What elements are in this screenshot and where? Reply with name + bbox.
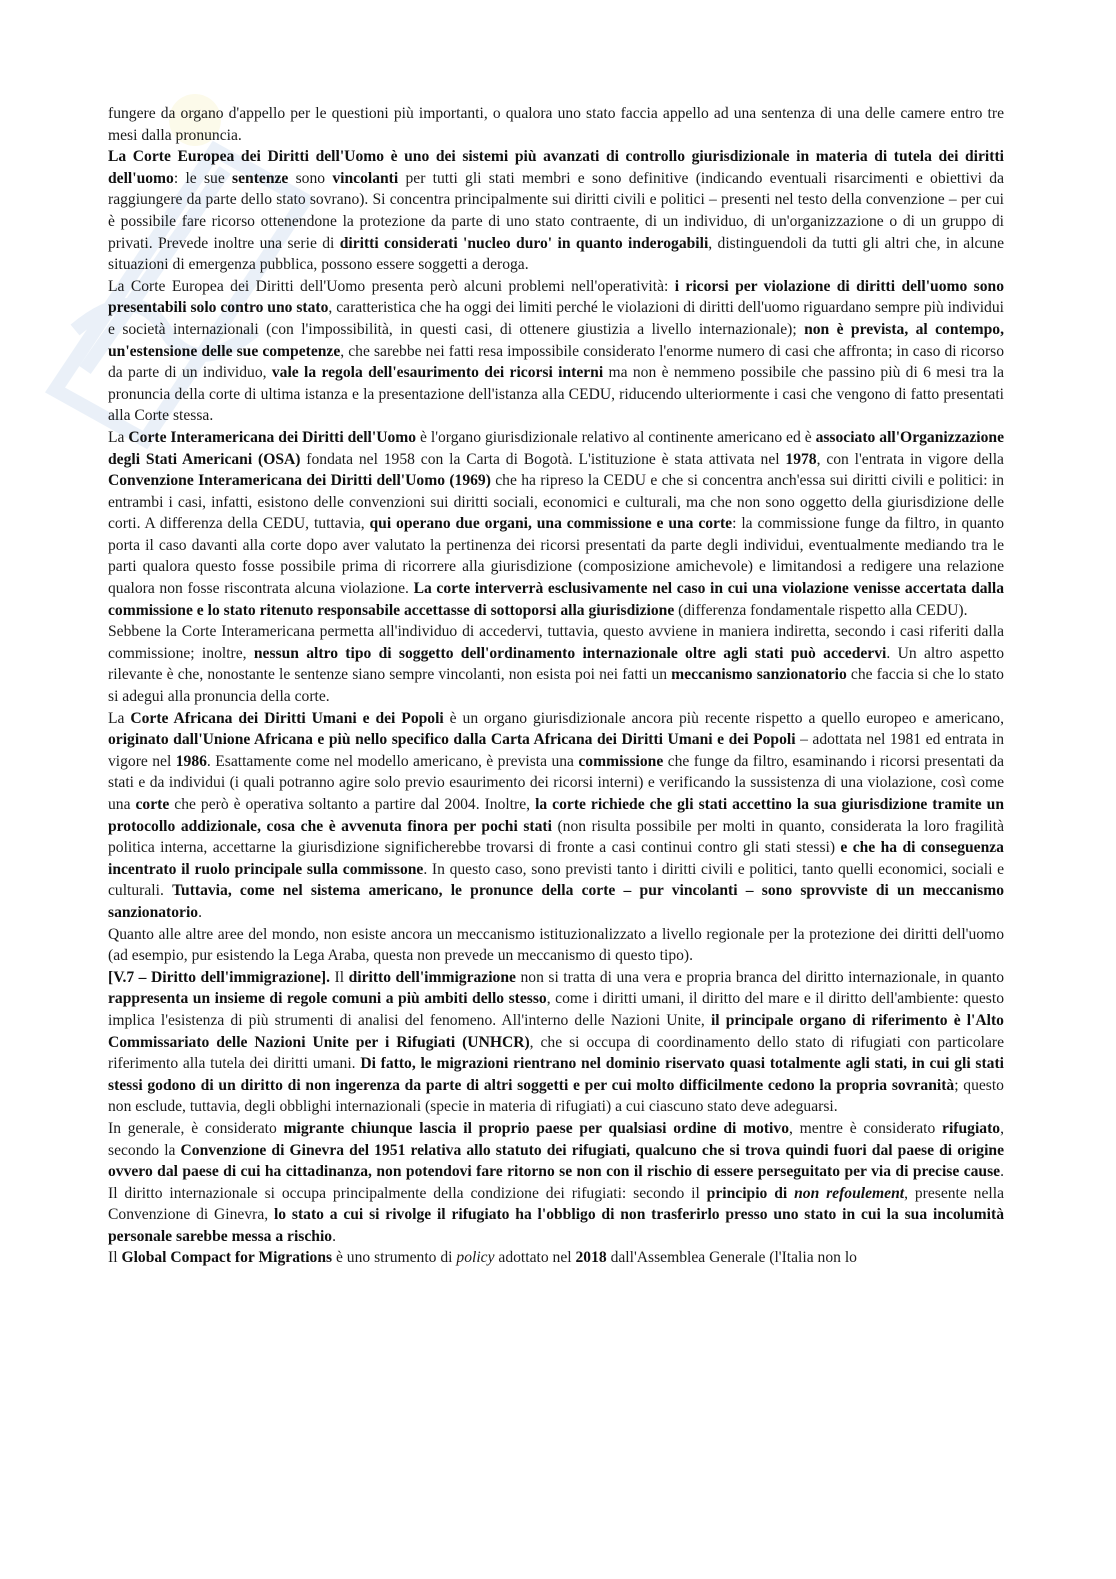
- bold-text-run: sentenze: [232, 169, 289, 187]
- bold-text-run: vincolanti: [332, 169, 399, 187]
- text-run: , con l'entrata in vigore della: [816, 450, 1004, 468]
- text-run: .: [332, 1227, 336, 1245]
- text-run: : le sue: [173, 169, 233, 187]
- paragraph: [108, 276, 1004, 427]
- text-run: , che si occupa di coordinamento dello stato di rifugiati con particolare riferimento alla tutela dei diritti umani.: [108, 1033, 1004, 1073]
- bold-text-run: Corte Africana dei Diritti Umani e dei Popoli: [130, 709, 444, 727]
- bold-text-run: diritto dell'immigrazione: [348, 968, 516, 986]
- bold-text-run: Convenzione Interamericana dei Diritti dell'Uomo (1969): [108, 472, 491, 490]
- document-page: [108, 103, 1004, 1269]
- bold-text-run: [794, 1185, 904, 1202]
- text-run: non si tratta di una vera e propria branca del diritto internazionale, in quanto: [515, 968, 1004, 986]
- text-run: Il: [330, 968, 349, 986]
- text-run: . Un altro aspetto rilevante è che, nonostante le sentenze siano sempre vincolanti, non esista poi nei fatti un: [108, 644, 1005, 684]
- text-run: policy: [456, 1249, 495, 1267]
- bold-text-run: principio di: [706, 1184, 795, 1202]
- text-run: La Corte Europea dei Diritti dell'Uomo presenta però alcuni problemi nell'operatività:: [108, 277, 675, 295]
- bold-text-run: commissione: [578, 752, 664, 770]
- bold-text-run: Corte Interamericana dei Diritti dell'Uomo: [128, 428, 417, 446]
- paragraph: [108, 924, 1004, 967]
- bold-text-run: [V.7 – Diritto dell'immigrazione].: [108, 968, 331, 986]
- bold-text-run: rappresenta un insieme di regole comuni a più ambiti dello stesso: [108, 990, 547, 1008]
- paragraph: [108, 1247, 1004, 1269]
- bold-text-run: originato dall'Unione Africana e più nello specifico dalla Carta Africana dei Diritti Umani e dei Popoli: [108, 731, 796, 749]
- bold-text-run: la corte richiede che gli stati accettino la sua giurisdizione tramite un protocollo addizionale, cosa che è avvenuta finora per pochi stati: [108, 796, 1004, 835]
- bold-text-run: corte: [135, 796, 170, 813]
- text-run: , che sarebbe nei fatti resa impossibile considerato l'enorme numero di casi che affronta; in caso di ricorso da parte di un individuo,: [108, 342, 1005, 382]
- text-run: In generale, è considerato: [108, 1119, 284, 1137]
- bold-text-run: La Corte Europea dei Diritti dell'Uomo è uno dei sistemi più avanzati di controllo giurisdizionale in materia di tutela dei diritti dell'uomo: [108, 148, 1004, 187]
- paragraph: [108, 967, 1004, 1118]
- text-run: Il: [108, 1249, 122, 1267]
- bold-text-run: Global Compact for Migrations: [121, 1249, 333, 1267]
- text-run: La: [108, 709, 131, 727]
- paragraph: [108, 146, 1004, 276]
- text-run: fondata nel 1958 con la Carta di Bogotà. L'istituzione è stata attivata nel: [300, 450, 786, 468]
- paragraph: [108, 1118, 1004, 1248]
- text-run: : la commissione funge da filtro, in quanto porta il caso davanti alla corte dopo aver valutato la pertinenza dei ricorsi presentati da parte degli individui, eventualmente mediando tra le parti qualora questo fosse possibile prima di ricorrere alla giurisdizione (composizione amichevole) e limitandosi a redigere una relazione qualora non fosse riscontrata alcuna violazione.: [108, 515, 1004, 598]
- bold-text-run: migrante chiunque lascia il proprio paese per qualsiasi ordine di motivo: [283, 1119, 789, 1137]
- text-run: che però è operativa soltanto a partire dal 2004. Inoltre,: [169, 796, 536, 813]
- text-run: dall'Assemblea Generale (l'Italia non lo: [606, 1249, 857, 1267]
- bold-text-run: lo stato a cui si rivolge il rifugiato ha l'obbligo di non trasferirlo presso uno stato in cui la sua incolumità personale sarebbe messa a rischio: [108, 1206, 1004, 1245]
- text-run: , come i diritti umani, il diritto del mare e il diritto dell'ambiente: questo implica l'esistenza di più strumenti di analisi del fenomeno. All'interno delle Nazioni Unite,: [108, 990, 1004, 1029]
- bold-text-run: i ricorsi per violazione di diritti dell'uomo sono presentabili solo contro uno stato: [108, 277, 1005, 317]
- bold-text-run: vale la regola dell'esaurimento dei ricorsi interni: [271, 364, 604, 382]
- paragraph: [108, 427, 1004, 621]
- bold-text-run: diritti considerati 'nucleo duro' in quanto inderogabili: [339, 234, 709, 252]
- bold-text-run: 1978: [785, 450, 817, 468]
- bold-text-run: meccanismo sanzionatorio: [671, 666, 847, 684]
- text-run: – adottata nel 1981 ed entrata in vigore nel: [108, 731, 1005, 770]
- bold-text-run: il principale organo di riferimento è l'Alto Commissariato delle Nazioni Unite per i Rifugiati (UNHCR): [108, 1011, 1004, 1051]
- text-run: . Esattamente come nel modello americano, è prevista una: [206, 752, 579, 770]
- text-run: è un organo giurisdizionale ancora più recente rispetto a quello europeo e americano,: [443, 709, 1004, 727]
- text-run: (non risulta possibile per molti in quanto, considerata la loro fragilità politica interna, accettarne la giurisdizione significherebbe trovarsi di fronte a casi continui contro gli stati stessi): [108, 817, 1004, 857]
- text-run: Quanto alle altre aree del mondo, non esiste ancora un meccanismo istituzionalizzato a livello regionale per la protezione dei diritti dell'uomo (ad esempio, pur esistendo la Lega Araba, questa non prevede un meccanismo di questo tipo).: [108, 925, 1004, 965]
- text-run: è uno strumento di: [332, 1249, 457, 1267]
- paragraph: [108, 621, 1004, 707]
- bold-text-run: e che ha di conseguenza incentrato il ruolo principale sulla commissone: [108, 839, 1004, 878]
- text-run: , secondo la: [108, 1119, 1004, 1159]
- bold-text-run: Di fatto, le migrazioni rientrano nel dominio riservato quasi totalmente agli stati, in cui gli stati stessi godono di un diritto di non ingerenza da parte di altri soggetti e per cui molto difficilmente cedono la propria sovranità: [108, 1055, 1004, 1094]
- bold-text-run: associato all'Organizzazione degli Stati Americani (OSA): [108, 428, 1004, 468]
- text-run: che ha ripreso la CEDU e che si concentra anch'essa sui diritti civili e politici: in entrambi i casi, infatti, esistono delle convenzioni sui diritti sociali, economici e culturali, ma che non sono oggetto della giurisdizione delle corti. A differenza della CEDU, tuttavia,: [108, 472, 1004, 533]
- bold-text-run: qui operano due organi, una commissione e una corte: [369, 515, 733, 533]
- text-run: adottato nel: [494, 1249, 576, 1267]
- text-run: , distinguendoli da tutti gli altri che, in alcune situazioni di emergenza pubblica, possono essere soggetti a deroga.: [108, 234, 1004, 274]
- bold-text-run: nessun altro tipo di soggetto dell'ordinamento internazionale oltre agli stati può accedervi: [253, 644, 887, 662]
- text-run: per tutti gli stati membri e sono definitive (indicando eventuali risarcimenti e obiettivi da raggiungere da parte dello stato sovrano). Si concentra principalmente sui diritti civili e politici – presenti nel testo della convenzione – per cui è possibile fare ricorso ottenendone la protezione da parte di uno stato contraente, di un individuo, di un'organizzazione o di un gruppo di privati. Prevede inoltre una serie di: [108, 169, 1004, 252]
- text-run: che funge da filtro, esaminando i ricorsi presentati da stati e da individui (i quali potranno agire solo previo esaurimento dei ricorsi interni) e verificando la sussistenza di una violazione, così come una: [108, 752, 1005, 813]
- text-run: Sebbene la Corte Interamericana permetta all'individuo di accedervi, tuttavia, questo avviene in maniera indiretta, secondo i casi riferiti dalla commissione; inoltre,: [108, 623, 1004, 662]
- text-run: , caratteristica che ha oggi dei limiti perché le violazioni di diritti dell'uomo riguardano sempre più individui e società internazionali (con l'impossibilità, in questi casi, di ottenere giustizia a livello internazionale);: [108, 299, 1004, 338]
- text-run: che faccia si che lo stato si adegui alla pronuncia della corte.: [108, 666, 1004, 706]
- text-run: fungere da organo d'appello per le questioni più importanti, o qualora uno stato faccia appello ad una sentenza di una delle camere entro tre mesi dalla pronuncia.: [108, 105, 1004, 144]
- bold-text-run: Convenzione di Ginevra del 1951 relativa allo statuto dei rifugiati, qualcuno che si trova quindi fuori dal paese di origine ovvero dal paese di cui ha cittadinanza, non potendovi fare ritorno se non con il rischio di essere perseguitato per via di precise cause: [108, 1141, 1005, 1181]
- text-run: , mentre è considerato: [789, 1119, 943, 1137]
- bold-text-run: Tuttavia, come nel sistema americano, le pronunce della corte – pur vincolanti – sono sprovviste di un meccanismo sanzionatorio: [108, 882, 1004, 921]
- text-run: non refoulement: [794, 1184, 905, 1202]
- text-run: . In questo caso, sono previsti tanto i diritti civili e politici, tanto quelli economici, sociali e culturali.: [108, 860, 1004, 900]
- bold-text-run: rifugiato: [942, 1119, 1001, 1137]
- bold-text-run: non è prevista, al contempo, un'estensione delle sue competenze: [108, 320, 1005, 360]
- text-run: sono: [288, 169, 333, 187]
- text-run: è l'organo giurisdizionale relativo al continente americano ed è: [416, 428, 816, 446]
- paragraph: [108, 708, 1004, 924]
- bold-text-run: 2018: [575, 1249, 607, 1267]
- bold-text-run: 1986: [175, 752, 207, 770]
- text-run: .: [198, 903, 203, 921]
- paragraph: [108, 103, 1004, 146]
- text-run: La: [108, 428, 129, 446]
- text-run: . Il diritto internazionale si occupa principalmente della condizione dei rifugiati: secondo il: [108, 1163, 1004, 1202]
- text-run: ; questo non esclude, tuttavia, degli obblighi internazionali (specie in materia di rifugiati) a cui ciascuno stato deve adeguarsi.: [108, 1076, 1004, 1116]
- text-run: , presente nella Convenzione di Ginevra,: [108, 1184, 1004, 1224]
- text-run: (differenza fondamentale rispetto alla CEDU).: [674, 601, 968, 619]
- bold-text-run: La corte interverrà esclusivamente nel caso in cui una violazione venisse accertata dalla commissione e lo stato ritenuto responsabile accettasse di sottoporsi alla giurisdizione: [108, 580, 1004, 619]
- text-run: ma non è nemmeno possibile che passino più di 6 mesi tra la pronuncia della corte di ultima istanza e la presentazione dell'istanza alla CEDU, riducendo ulteriormente i casi che vengono di fatto presentati alla Corte stessa.: [108, 364, 1005, 425]
